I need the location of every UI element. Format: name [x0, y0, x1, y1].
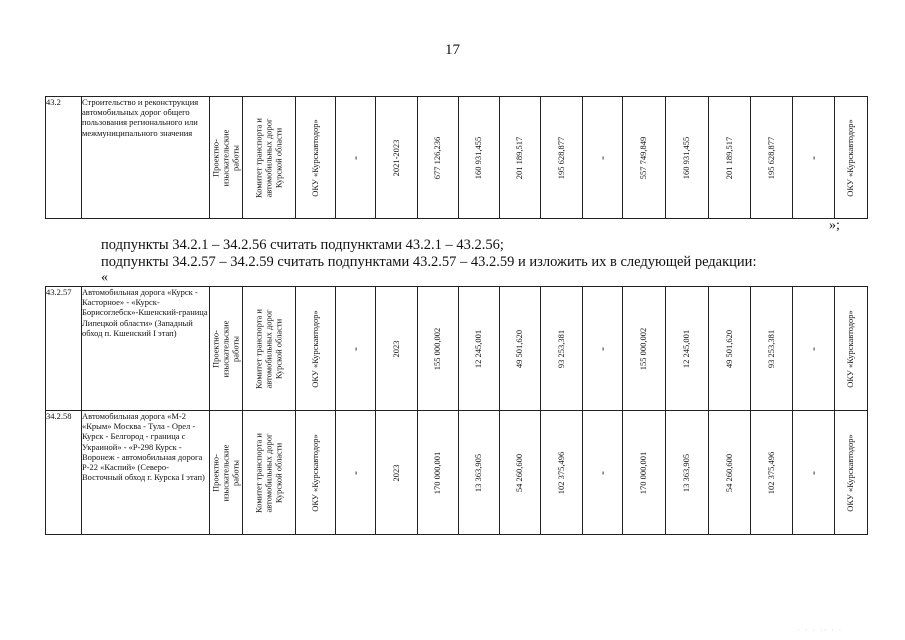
dash-cell: -: [347, 346, 362, 351]
executor-org-cell: ОКУ «Курскавтодор»: [309, 118, 320, 197]
work-type-cell: Проектно-изыскательские работы: [210, 129, 240, 186]
dash-cell: -: [805, 346, 820, 351]
program-table-after: [45, 286, 868, 535]
value-cell: 54 260,600: [514, 453, 525, 492]
table-row: [46, 287, 868, 411]
period-cell: 2021-2023: [390, 139, 401, 176]
item-name: Строительство и реконструкция автомобильных дорог общего пользования регионального или межмуниципального значения: [82, 97, 210, 219]
responsible-committee-cell: Комитет транспорта и автомобильных дорог Курской области: [253, 117, 283, 198]
total-cost-cell: 677 126,236: [432, 136, 443, 179]
dash-cell: -: [805, 470, 820, 475]
page-number: 17: [445, 42, 460, 58]
executor-org-cell: ОКУ «Курскавтодор»: [845, 433, 856, 512]
executor-org-cell: ОКУ «Курскавтодор»: [845, 118, 856, 197]
executor-org-cell: ОКУ «Курскавтодор»: [845, 309, 856, 388]
value-cell: 195 628,877: [765, 136, 776, 179]
work-type-cell: Проектно-изыскательские работы: [210, 320, 240, 377]
program-table-before: [45, 96, 868, 219]
executor-org-cell: ОКУ «Курскавтодор»: [309, 309, 320, 388]
dash-cell: -: [347, 470, 362, 475]
value-cell: 12 245,001: [681, 329, 692, 368]
value-cell: 201 189,517: [723, 136, 734, 179]
item-name: Автомобильная дорога «М-2 «Крым» Москва - Тула - Орел - Курск - Белгород - граница с Украиной» - «Р-298 Курск - Воронеж - автомобильная дорога Р-22 «Каспий» (Северо-Восточный обход г. Курска I этап): [82, 411, 210, 535]
item-number: 43.2.57: [46, 287, 82, 411]
dash-cell: -: [347, 155, 362, 160]
executor-org-cell: ОКУ «Курскавтодор»: [309, 433, 320, 512]
closing-quote-mark: »;: [829, 218, 840, 233]
total-cost-cell: 155 000,002: [432, 327, 443, 370]
value-cell: 102 375,496: [765, 451, 776, 494]
value-cell: 93 253,381: [555, 329, 566, 368]
scan-artifacts: · · · ·· · ·: [797, 628, 843, 634]
value-cell: 160 931,455: [473, 136, 484, 179]
value-cell: 12 245,001: [473, 329, 484, 368]
item-number: 34.2.58: [46, 411, 82, 535]
value-cell: 13 363,905: [473, 453, 484, 492]
item-number: 43.2: [46, 97, 82, 219]
total-cost-cell: 170 000,001: [638, 451, 649, 494]
value-cell: 160 931,455: [681, 136, 692, 179]
value-cell: 102 375,496: [555, 451, 566, 494]
responsible-committee-cell: Комитет транспорта и автомобильных дорог Курской области: [253, 308, 283, 389]
value-cell: 54 260,600: [723, 453, 734, 492]
responsible-committee-cell: Комитет транспорта и автомобильных дорог Курской области: [253, 432, 283, 513]
value-cell: 195 628,877: [555, 136, 566, 179]
amendment-note-line-2: подпункты 34.2.57 – 34.2.59 считать подпунктами 43.2.57 – 43.2.59 и изложить их в следующей редакции:: [101, 254, 757, 270]
table-row: [46, 411, 868, 535]
value-cell: 201 189,517: [514, 136, 525, 179]
period-cell: 2023: [390, 464, 401, 481]
period-cell: 2023: [390, 340, 401, 357]
dash-cell: -: [594, 346, 609, 351]
work-type-cell: Проектно-изыскательские работы: [210, 444, 240, 501]
item-name: Автомобильная дорога «Курск - Касторное» - «Курск-Борисоглебск»-Кшенский-граница Липецкой области» (Западный обход п. Кшенский I этап): [82, 287, 210, 411]
dash-cell: -: [594, 470, 609, 475]
dash-cell: -: [594, 155, 609, 160]
dash-cell: -: [805, 155, 820, 160]
value-cell: 93 253,381: [765, 329, 776, 368]
value-cell: 49 501,620: [723, 329, 734, 368]
total-cost-cell: 170 000,001: [432, 451, 443, 494]
table-row: [46, 97, 868, 219]
total-cost-cell: 557 749,849: [638, 136, 649, 179]
opening-quote-mark: «: [101, 270, 108, 285]
value-cell: 13 363,905: [681, 453, 692, 492]
total-cost-cell: 155 000,002: [638, 327, 649, 370]
value-cell: 49 501,620: [514, 329, 525, 368]
amendment-note-line-1: подпункты 34.2.1 – 34.2.56 считать подпунктами 43.2.1 – 43.2.56;: [101, 237, 504, 253]
